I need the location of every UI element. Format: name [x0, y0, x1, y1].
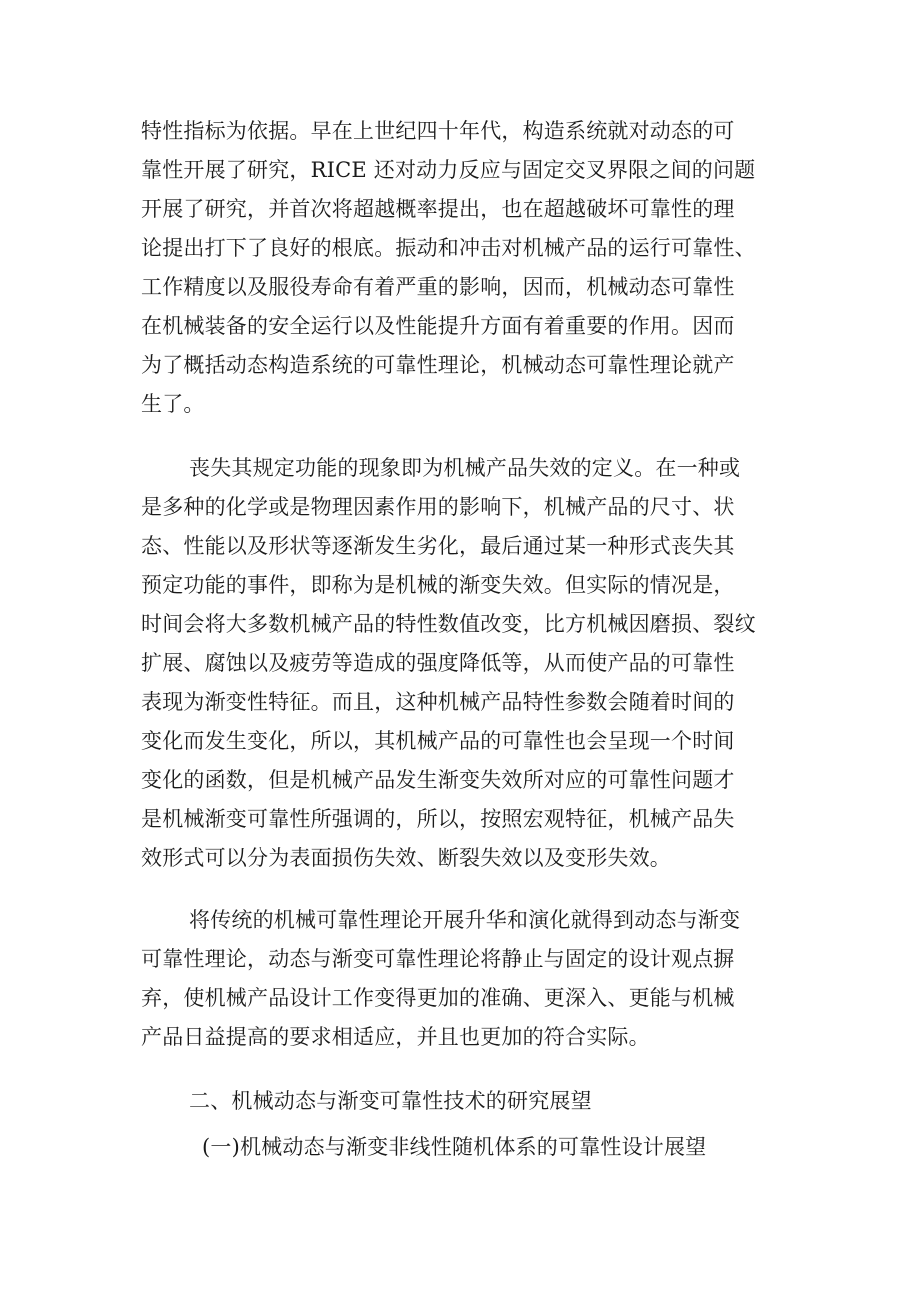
text-line: 变化的函数，但是机械产品发生渐变失效所对应的可靠性问题才	[141, 768, 735, 792]
text-line: 为了概括动态构造系统的可靠性理论，机械动态可靠性理论就产	[141, 353, 735, 377]
text-line: 工作精度以及服役寿命有着严重的影响，因而，机械动态可靠性	[141, 275, 735, 299]
text-line: 产品日益提高的要求相适应，并且也更加的符合实际。	[141, 1025, 650, 1049]
text-line: 弃，使机械产品设计工作变得更加的准确、更深入、更能与机械	[141, 986, 735, 1010]
text-line: 在机械装备的安全运行以及性能提升方面有着重要的作用。因而	[141, 314, 735, 338]
text-line: 开展了研究，并首次将超越概率提出，也在超越破坏可靠性的理	[141, 197, 735, 221]
text-line: 是机械渐变可靠性所强调的，所以，按照宏观特征，机械产品失	[141, 807, 735, 831]
text-line: 预定功能的事件，即称为是机械的渐变失效。但实际的情况是，	[141, 573, 735, 597]
text-line: 将传统的机械可靠性理论开展升华和演化就得到动态与渐变	[189, 908, 741, 932]
text-line: 扩展、腐蚀以及疲劳等造成的强度降低等，从而使产品的可靠性	[141, 651, 735, 675]
text-line: 生了。	[141, 392, 205, 416]
text-line: 特性指标为依据。早在上世纪四十年代，构造系统就对动态的可	[141, 119, 735, 143]
subsection-heading: (一)机械动态与渐变非线性随机体系的可靠性设计展望	[202, 1135, 707, 1159]
text-line: 变化而发生变化，所以，其机械产品的可靠性也会呈现一个时间	[141, 729, 735, 753]
section-heading: 二、机械动态与渐变可靠性技术的研究展望	[189, 1089, 592, 1113]
text-line: 丧失其规定功能的现象即为机械产品失效的定义。在一种或	[189, 456, 741, 480]
text-line: 论提出打下了良好的根底。振动和冲击对机械产品的运行可靠性、	[141, 236, 756, 260]
text-line: 时间会将大多数机械产品的特性数值改变，比方机械因磨损、裂纹	[141, 612, 756, 636]
text-line: 可靠性理论，动态与渐变可靠性理论将静止与固定的设计观点摒	[141, 947, 735, 971]
text-line: 态、性能以及形状等逐渐发生劣化，最后通过某一种形式丧失其	[141, 534, 735, 558]
text-line: 表现为渐变性特征。而且，这种机械产品特性参数会随着时间的	[141, 690, 735, 714]
text-line: 是多种的化学或是物理因素作用的影响下，机械产品的尺寸、状	[141, 495, 735, 519]
text-line: 效形式可以分为表面损伤失效、断裂失效以及变形失效。	[141, 846, 671, 870]
text-line: 靠性开展了研究，RICE 还对动力反应与固定交叉界限之间的问题	[141, 158, 756, 182]
